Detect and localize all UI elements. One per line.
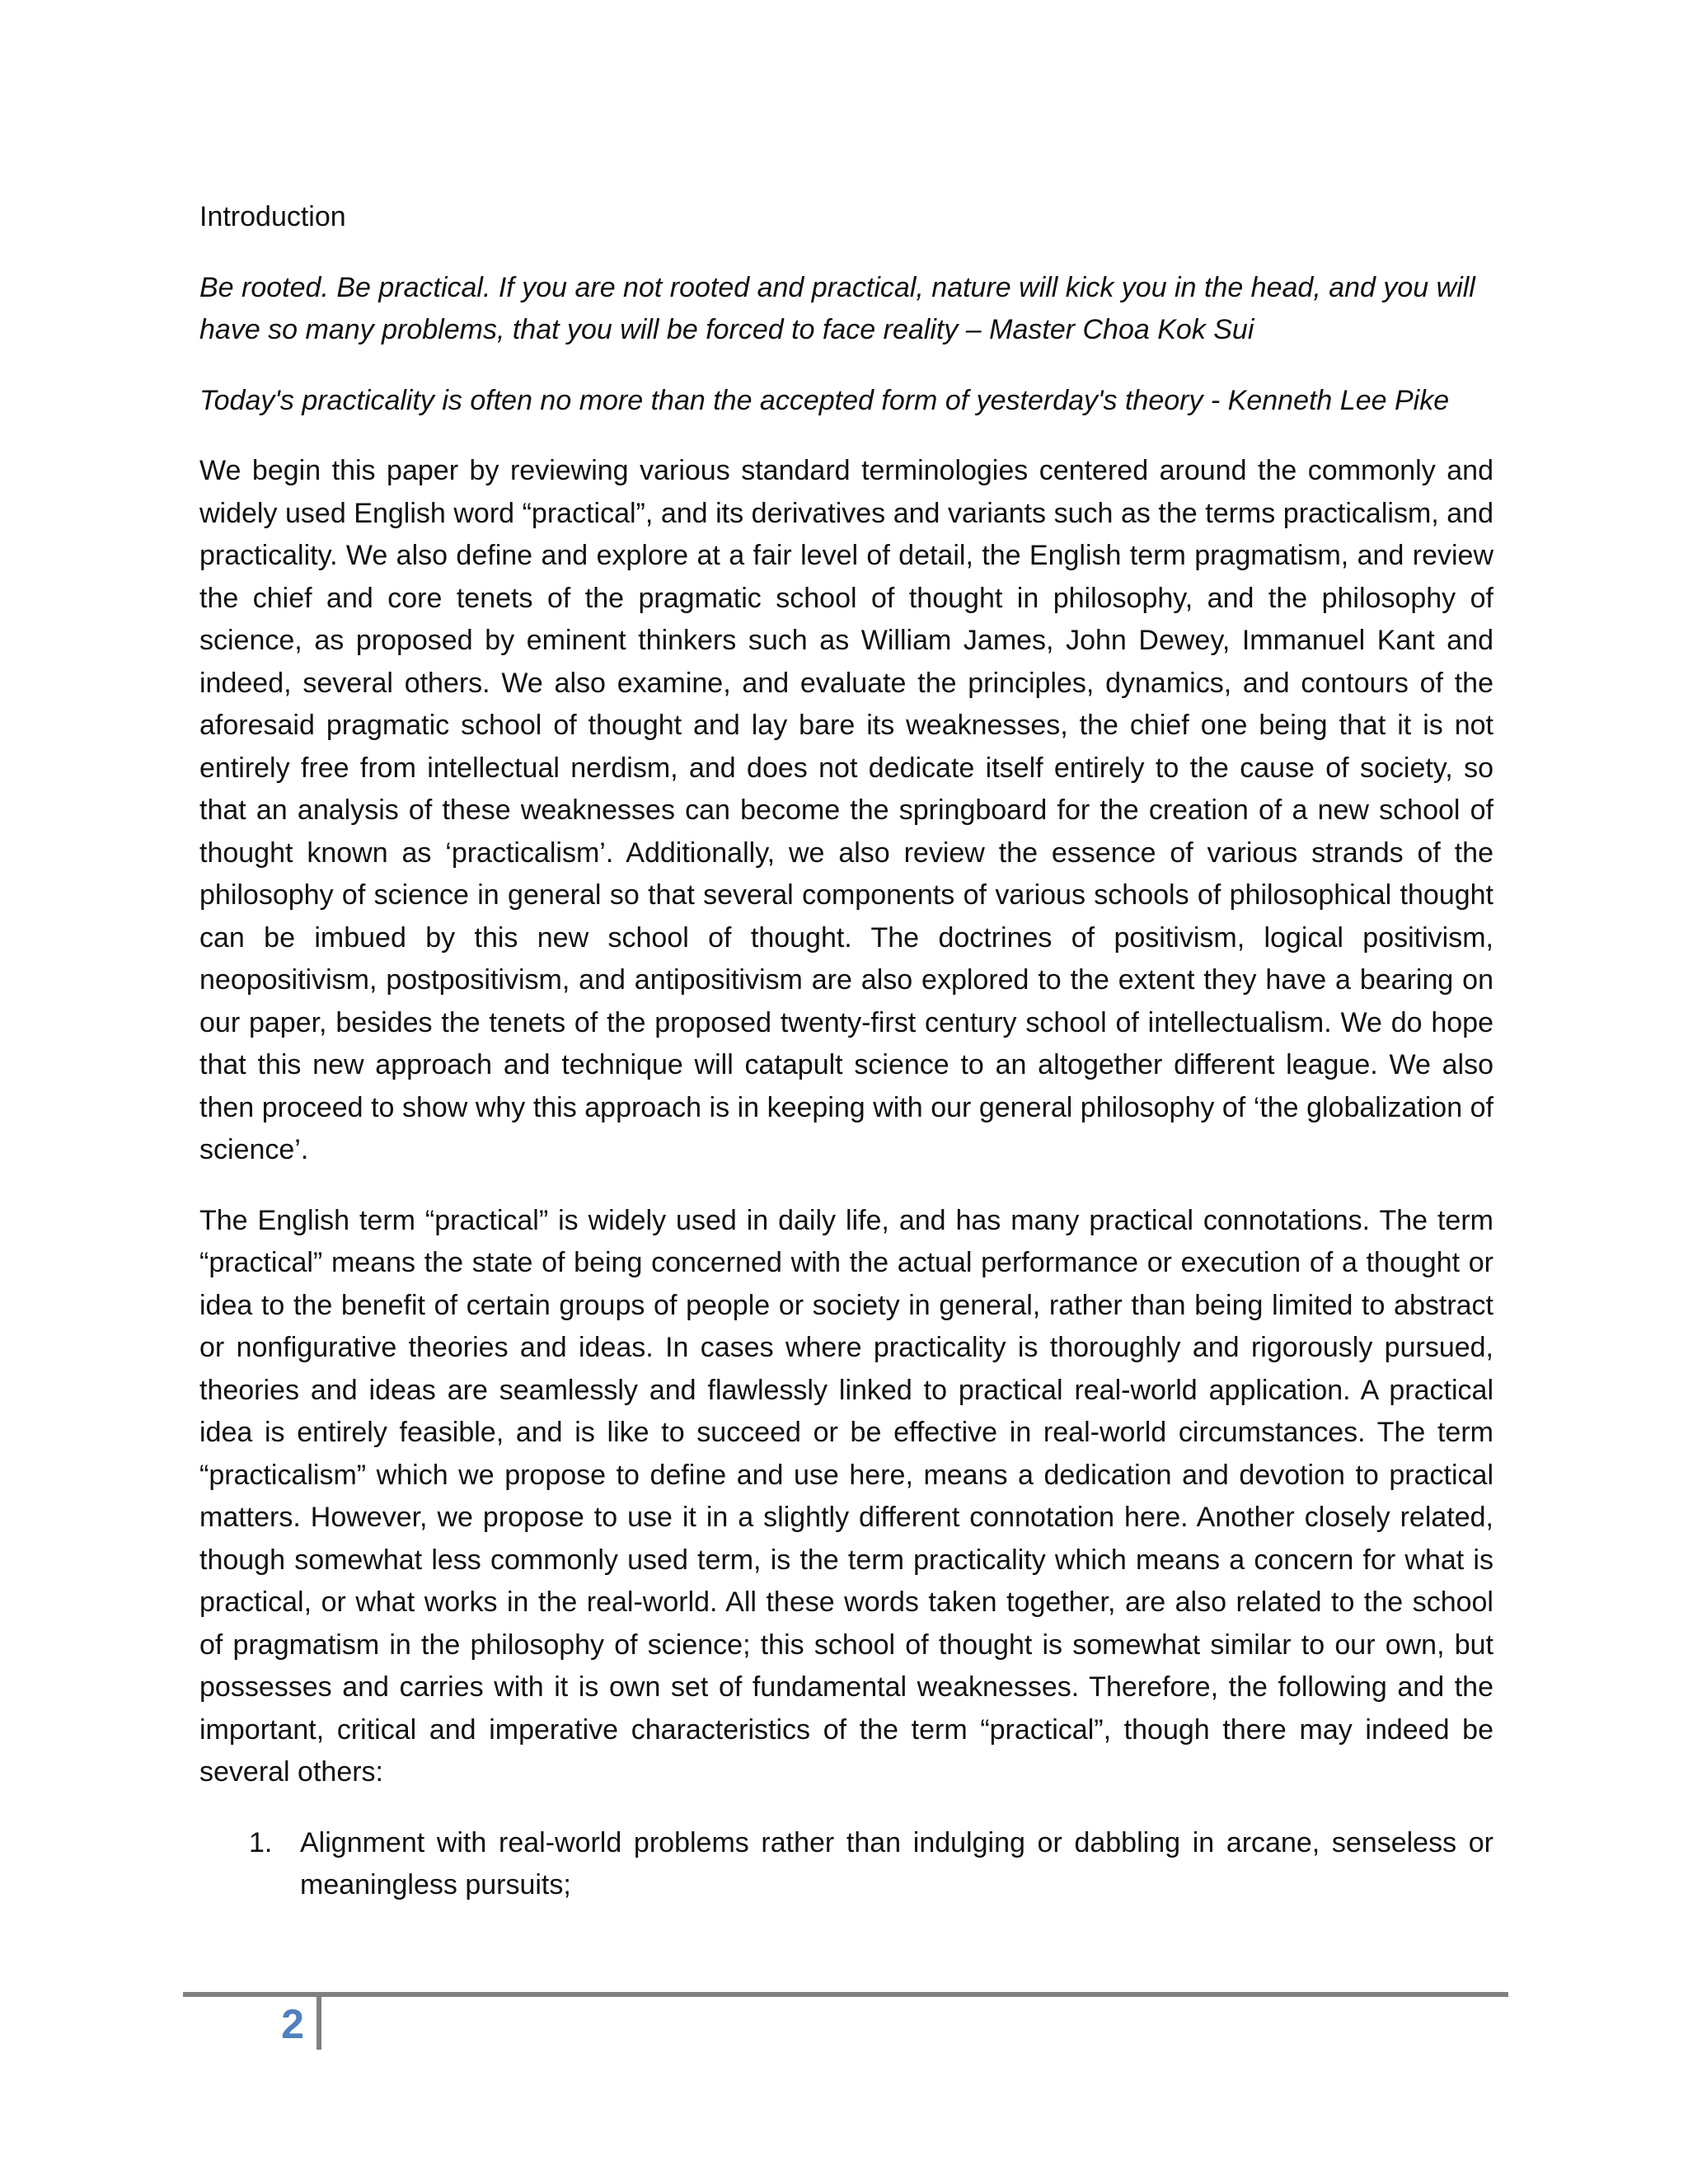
- list-item: [199, 1822, 1493, 1907]
- body-paragraph: The English term “practical” is widely used in daily life, and has many practical connotations. The term “practical” means the state of being concerned with the actual performance or execution of a thought or idea to the benefit of certain groups of people or society in general, rather than being limited to abstract or nonfigurative theories and ideas. In cases where practicality is thoroughly and rigorously pursued, theories and ideas are seamlessly and flawlessly linked to practical real-world application. A practical idea is entirely feasible, and is like to succeed or be effective in real-world circumstances. The term “practicalism” which we propose to define and use here, means a dedication and devotion to practical matters. However, we propose to use it in a slightly different connotation here. Another closely related, though somewhat less commonly used term, is the term practicality which means a concern for what is practical, or what works in the real-world. All these words taken together, are also related to the school of pragmatism in the philosophy of science; this school of thought is somewhat similar to our own, but possesses and carries with it is own set of fundamental weaknesses. Therefore, the following and the important, critical and imperative characteristics of the term “practical”, though there may indeed be several others:: [199, 1204, 1493, 1788]
- epigraph-quote: Today's practicality is often no more than the accepted form of yesterday's theory - Kenneth Lee Pike: [199, 384, 1450, 416]
- list-item-number: 1.: [249, 1826, 273, 1858]
- body-paragraph: We begin this paper by reviewing various standard terminologies centered around the commonly and widely used English word “practical”, and its derivatives and variants such as the terms practicalism, and practicality. We also define and explore at a fair level of detail, the English term pragmatism, and review the chief and core tenets of the pragmatic school of thought in philosophy, and the philosophy of science, as proposed by eminent thinkers such as William James, John Dewey, Immanuel Kant and indeed, several others. We also examine, and evaluate the principles, dynamics, and contours of the aforesaid pragmatic school of thought and lay bare its weaknesses, the chief one being that it is not entirely free from intellectual nerdism, and does not dedicate itself entirely to the cause of society, so that an analysis of these weaknesses can become the springboard for the creation of a new school of thought known as ‘practicalism’. Additionally, we also review the essence of various strands of the philosophy of science in general so that several components of various schools of philosophical thought can be imbued by this new school of thought. The doctrines of positivism, logical positivism, neopositivism, postpositivism, and antipositivism are also explored to the extent they have a bearing on our paper, besides the tenets of the proposed twenty-first century school of intellectualism. We do hope that this new approach and technique will catapult science to an altogether different league. We also then proceed to show why this approach is in keeping with our general philosophy of ‘the globalization of science’.: [199, 455, 1493, 1165]
- page-body: [199, 196, 1493, 1907]
- characteristics-list: [199, 1822, 1493, 1907]
- footer-divider: [316, 1992, 321, 2050]
- list-item-text: Alignment with real-world problems rather than indulging or dabbling in arcane, senseless or meaningless pursuits;: [300, 1826, 1493, 1900]
- epigraph-quote: Be rooted. Be practical. If you are not rooted and practical, nature will kick you in the head, and you will have so many problems, that you will be forced to face reality – Master Choa Kok Sui: [199, 271, 1475, 345]
- section-heading: Introduction: [199, 201, 346, 232]
- footer-rule: [183, 1992, 1508, 1997]
- page-number: 2: [281, 2001, 304, 2047]
